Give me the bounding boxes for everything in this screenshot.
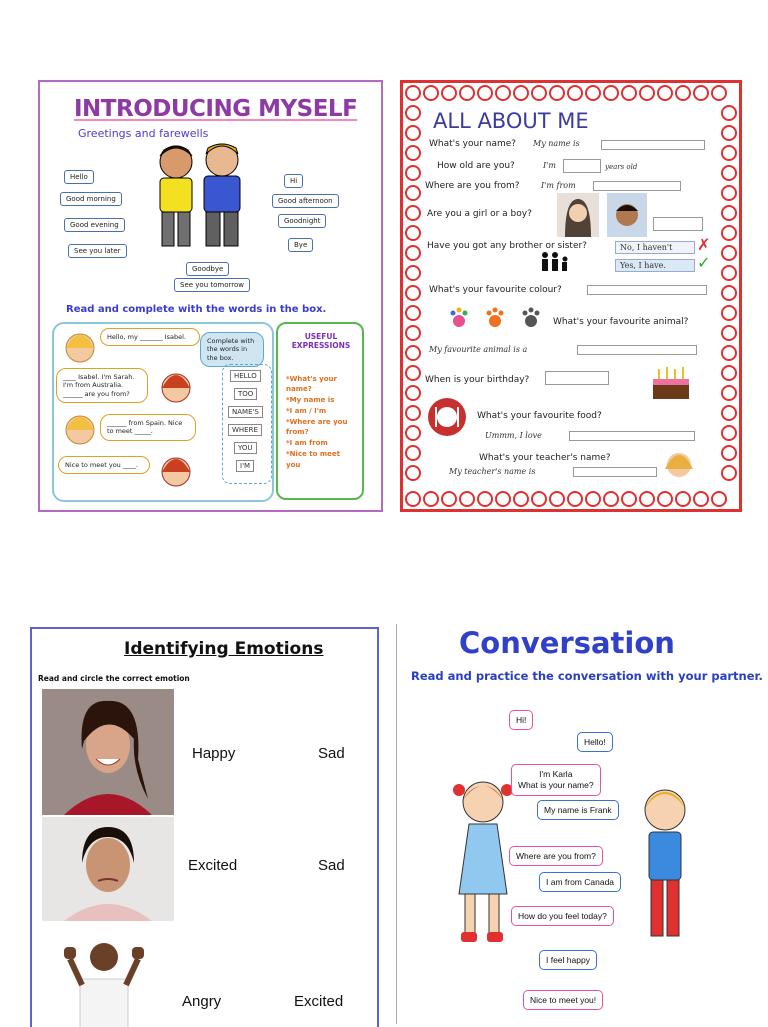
word-chip: TOO	[234, 388, 257, 400]
greeting-bubble: Goodnight	[278, 214, 326, 228]
question: Where are you from?	[425, 181, 520, 191]
emotion-option[interactable]: Excited	[188, 857, 238, 874]
worksheet-title: INTRODUCING MYSELF	[74, 96, 358, 122]
food-field[interactable]	[569, 431, 695, 441]
expression-line: from?	[286, 428, 309, 436]
greeting-bubble: Hi	[284, 174, 303, 188]
bubble-text: Frank	[589, 805, 612, 815]
expression-line: you	[286, 461, 301, 469]
instruction-text: Read and practice the conversation with your partner.	[411, 669, 763, 683]
word-chip: HELLO	[230, 370, 261, 382]
greeting-bubble: Good evening	[64, 218, 125, 232]
word-chip: WHERE	[228, 424, 262, 436]
country-field[interactable]	[593, 181, 681, 191]
greeting-bubble: See you later	[68, 244, 127, 258]
sad-woman-photo	[42, 817, 174, 921]
speech-bubble: Where are you from?	[509, 846, 603, 866]
birthday-select[interactable]	[545, 371, 609, 385]
question: What's your favourite colour?	[429, 285, 562, 295]
answer-prompt: Ummm, I love	[485, 431, 542, 440]
answer-prompt: My favourite animal is a	[429, 345, 528, 354]
no-option[interactable]: No, I haven't	[615, 241, 695, 254]
greeting-bubble: Bye	[288, 238, 313, 252]
bubble-line: I'm Karla	[539, 769, 573, 779]
answer-prompt: My name is	[533, 139, 580, 148]
emotion-option[interactable]: Excited	[294, 993, 344, 1010]
instruction-text: Read and complete with the words in the box.	[66, 304, 327, 315]
teacher-field[interactable]	[573, 467, 657, 477]
box-instruction-label: Complete with the words in the box.	[200, 332, 264, 367]
answer-prompt: My teacher's name is	[449, 467, 536, 476]
useful-expressions-title: USEFUL EXPRESSIONS	[291, 332, 351, 350]
boy-photo-icon	[607, 193, 647, 237]
speech-bubble: Nice to meet you ____.	[58, 456, 150, 474]
girl-photo-icon	[557, 193, 599, 237]
question: Have you got any brother or sister?	[427, 241, 587, 251]
speech-bubble: Nice to meet you!	[523, 990, 603, 1010]
yes-option[interactable]: Yes, I have.	[615, 259, 695, 272]
worksheet-subtitle: Greetings and farewells	[78, 127, 209, 140]
conversation-worksheet	[396, 624, 768, 1024]
emotion-option[interactable]: Angry	[182, 993, 222, 1010]
age-field[interactable]	[563, 159, 601, 173]
question: When is your birthday?	[425, 375, 530, 385]
boy-cartoon-icon	[637, 784, 697, 954]
greeting-bubble: Goodbye	[186, 262, 229, 276]
check-icon: ✓	[697, 253, 711, 272]
speech-bubble: ____ Isabel. I'm Sarah. I'm from Australia. ______ are you from?	[56, 368, 148, 403]
girl-face-icon	[62, 408, 98, 448]
question: What's your favourite food?	[477, 411, 602, 421]
animal-field[interactable]	[577, 345, 697, 355]
greeting-bubble: Good afternoon	[272, 194, 339, 208]
cross-icon: ✗	[697, 235, 711, 254]
question: How old are you?	[437, 161, 515, 171]
bubble-line: What is your name?	[518, 780, 594, 791]
question: What's your favourite animal?	[553, 317, 689, 327]
answer-prompt: years old	[605, 163, 638, 171]
speech-bubble: I feel happy	[539, 950, 597, 970]
speech-bubble: ______ from Spain. Nice to meet _____.	[100, 414, 196, 441]
happy-woman-photo	[42, 689, 174, 815]
paw-prints-icon	[447, 305, 547, 331]
answer-prompt: I'm from	[541, 181, 576, 190]
all-about-me-worksheet	[400, 80, 742, 512]
word-chip: I'M	[236, 460, 254, 472]
question: What's your name?	[429, 139, 517, 149]
teacher-cartoon-icon	[659, 445, 699, 485]
excited-man-photo	[62, 929, 146, 1027]
expression-line: *Nice to meet	[286, 450, 340, 458]
speech-bubble: Hello!	[577, 732, 613, 752]
food-plate-icon	[427, 397, 467, 437]
bubble-text: My name is	[544, 805, 588, 815]
speech-bubble	[537, 800, 619, 820]
speech-bubble: How do you feel today?	[511, 906, 614, 926]
birthday-cake-icon	[649, 365, 693, 403]
emotion-option[interactable]: Happy	[192, 745, 236, 762]
greeting-bubble: Good morning	[60, 192, 122, 206]
girl-face-icon	[62, 326, 98, 366]
girl-face-icon	[158, 366, 194, 406]
greeting-bubble: See you tomorrow	[174, 278, 250, 292]
word-chip: NAME'S	[228, 406, 263, 418]
emotion-option[interactable]: Sad	[318, 857, 345, 874]
expression-line: *My name is	[286, 396, 335, 404]
girl-cartoon-icon	[449, 776, 519, 956]
greeting-bubble: Hello	[64, 170, 94, 184]
expression-line: name?	[286, 385, 312, 393]
worksheet-title: Conversation	[459, 626, 675, 660]
worksheet-title: ALL ABOUT ME	[433, 109, 589, 133]
speech-bubble: I am from Canada	[539, 872, 621, 892]
speech-bubble	[511, 764, 601, 796]
introducing-myself-worksheet	[38, 80, 383, 512]
instruction-text: Read and circle the correct emotion	[38, 674, 190, 683]
identifying-emotions-worksheet	[30, 627, 379, 1027]
speech-bubble: Hi!	[509, 710, 533, 730]
emotion-option[interactable]: Sad	[318, 745, 345, 762]
gender-field[interactable]	[653, 217, 703, 231]
worksheet-title: Identifying Emotions	[124, 639, 324, 659]
expression-line: *I am from	[286, 439, 328, 447]
name-field[interactable]	[601, 140, 705, 150]
word-chip: YOU	[234, 442, 257, 454]
expression-line: *What's your	[286, 375, 337, 383]
colour-field[interactable]	[587, 285, 707, 295]
family-icon	[539, 251, 571, 273]
expression-line: *Where are you	[286, 418, 348, 426]
expression-line: *I am / I'm	[286, 407, 327, 415]
answer-prompt: I'm	[543, 161, 556, 170]
speech-bubble: Hello, my _______ Isabel.	[100, 328, 200, 346]
question: Are you a girl or a boy?	[427, 209, 532, 219]
two-boys-illustration	[144, 140, 254, 258]
girl-face-icon	[158, 450, 194, 490]
question: What's your teacher's name?	[479, 453, 611, 463]
